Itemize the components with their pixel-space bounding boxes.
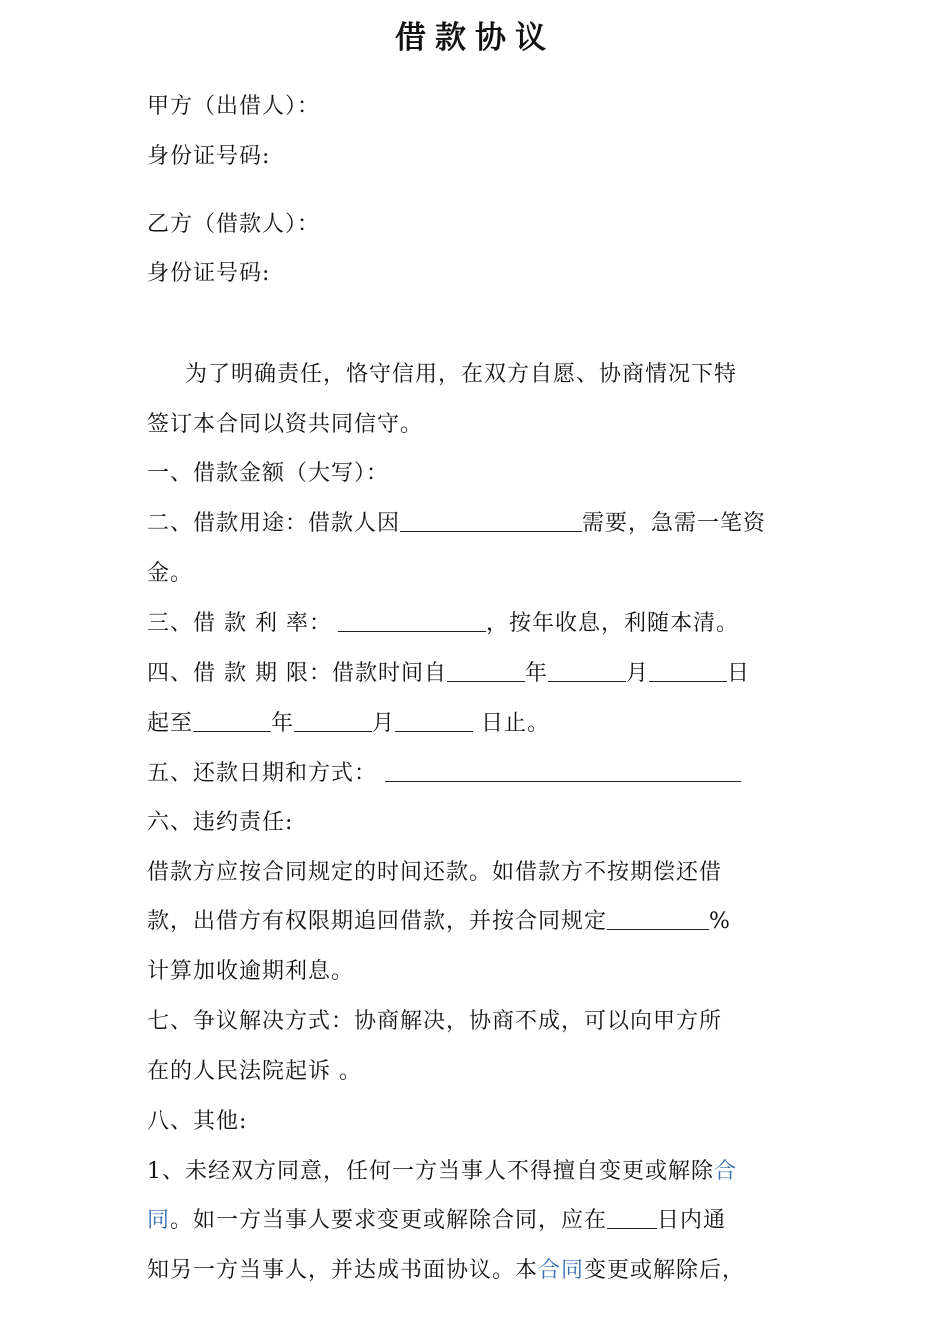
percent-sign: % [709,909,731,934]
clause-2-purpose [147,509,766,539]
party-b-id-label: 身份证号码: [147,261,271,286]
clause-7-line-1: 七、争议解决方式：协商解决，协商不成，可以向甲方所 [147,1009,723,1034]
repayment-blank [385,761,741,782]
start-year-label: 年 [524,661,548,686]
clause-8-line2-suffix: 日内通 [657,1208,727,1233]
clause-3-rate [147,609,739,639]
clause-8-heading: 八、其他: [147,1109,248,1134]
party-a-id-label: 身份证号码: [147,144,271,169]
clause-4-line2-prefix: 起至 [147,711,194,736]
clause-2-prefix: 二、借款用途：借款人因 [147,511,401,536]
contract-link-part-1[interactable]: 合 [714,1159,738,1184]
intro-line-2: 签订本合同以资共同信守。 [147,412,424,437]
start-year-blank [447,661,525,682]
clause-4-term [147,659,750,689]
clause-6-line2-prefix: 款，出借方有权限期追回借款，并按合同规定 [147,909,608,934]
document-title: 借款协议 [395,20,555,56]
clause-6-line-1: 借款方应按合同规定的时间还款。如借款方不按期偿还借 [147,860,723,885]
contract-link-2[interactable]: 合同 [538,1258,585,1283]
rate-blank [338,611,486,632]
clause-8-item-1-line-2 [147,1206,726,1236]
purpose-blank [400,511,582,532]
clause-3-suffix: ，按年收息，利随本清。 [485,611,739,636]
clause-4-line-2 [147,709,550,739]
start-month-blank [548,661,626,682]
clause-2-line-2: 金。 [147,561,194,586]
notice-days-blank [607,1208,657,1229]
clause-8-item-1-line-3 [147,1256,745,1286]
clause-1-amount: 一、借款金额（大写）： [147,461,390,486]
end-year-label: 年 [271,711,295,736]
party-b-label: 乙方（借款人）： [147,212,321,237]
end-year-blank [193,711,271,732]
clause-6-line-3: 计算加收逾期利息。 [147,959,355,984]
clause-8-item-1-line-1 [147,1157,737,1187]
clause-3-prefix: 三、借 款 利 率： [147,611,332,636]
end-day-label: 日止。 [481,711,551,736]
end-month-label: 月 [372,711,396,736]
clause-6-line-2 [147,907,731,937]
start-day-blank [649,661,727,682]
contract-link-part-2[interactable]: 同 [147,1208,171,1233]
end-day-blank [395,711,473,732]
clause-8-line1-text: 1、未经双方同意，任何一方当事人不得擅自变更或解除 [147,1159,714,1184]
clause-8-line3-prefix: 知另一方当事人，并达成书面协议。本 [147,1258,539,1283]
clause-8-line3-suffix: 变更或解除后， [584,1258,746,1283]
clause-7-line-2: 在的人民法院起诉 。 [147,1059,362,1084]
clause-5-repayment [147,759,741,789]
party-a-label: 甲方（出借人）： [147,94,321,119]
penalty-rate-blank [607,909,709,930]
clause-2-suffix: 需要，急需一笔资 [582,511,767,536]
intro-line-1: 为了明确责任，恪守信用，在双方自愿、协商情况下特 [185,362,738,387]
clause-8-line2-text: 。如一方当事人要求变更或解除合同，应在 [170,1208,608,1233]
end-month-blank [294,711,372,732]
clause-5-label: 五、还款日期和方式： [147,761,378,786]
clause-6-heading: 六、违约责任: [147,810,294,835]
clause-4-prefix: 四、借 款 期 限：借款时间自 [147,661,447,686]
start-month-label: 月 [626,661,650,686]
start-day-label: 日 [727,661,751,686]
